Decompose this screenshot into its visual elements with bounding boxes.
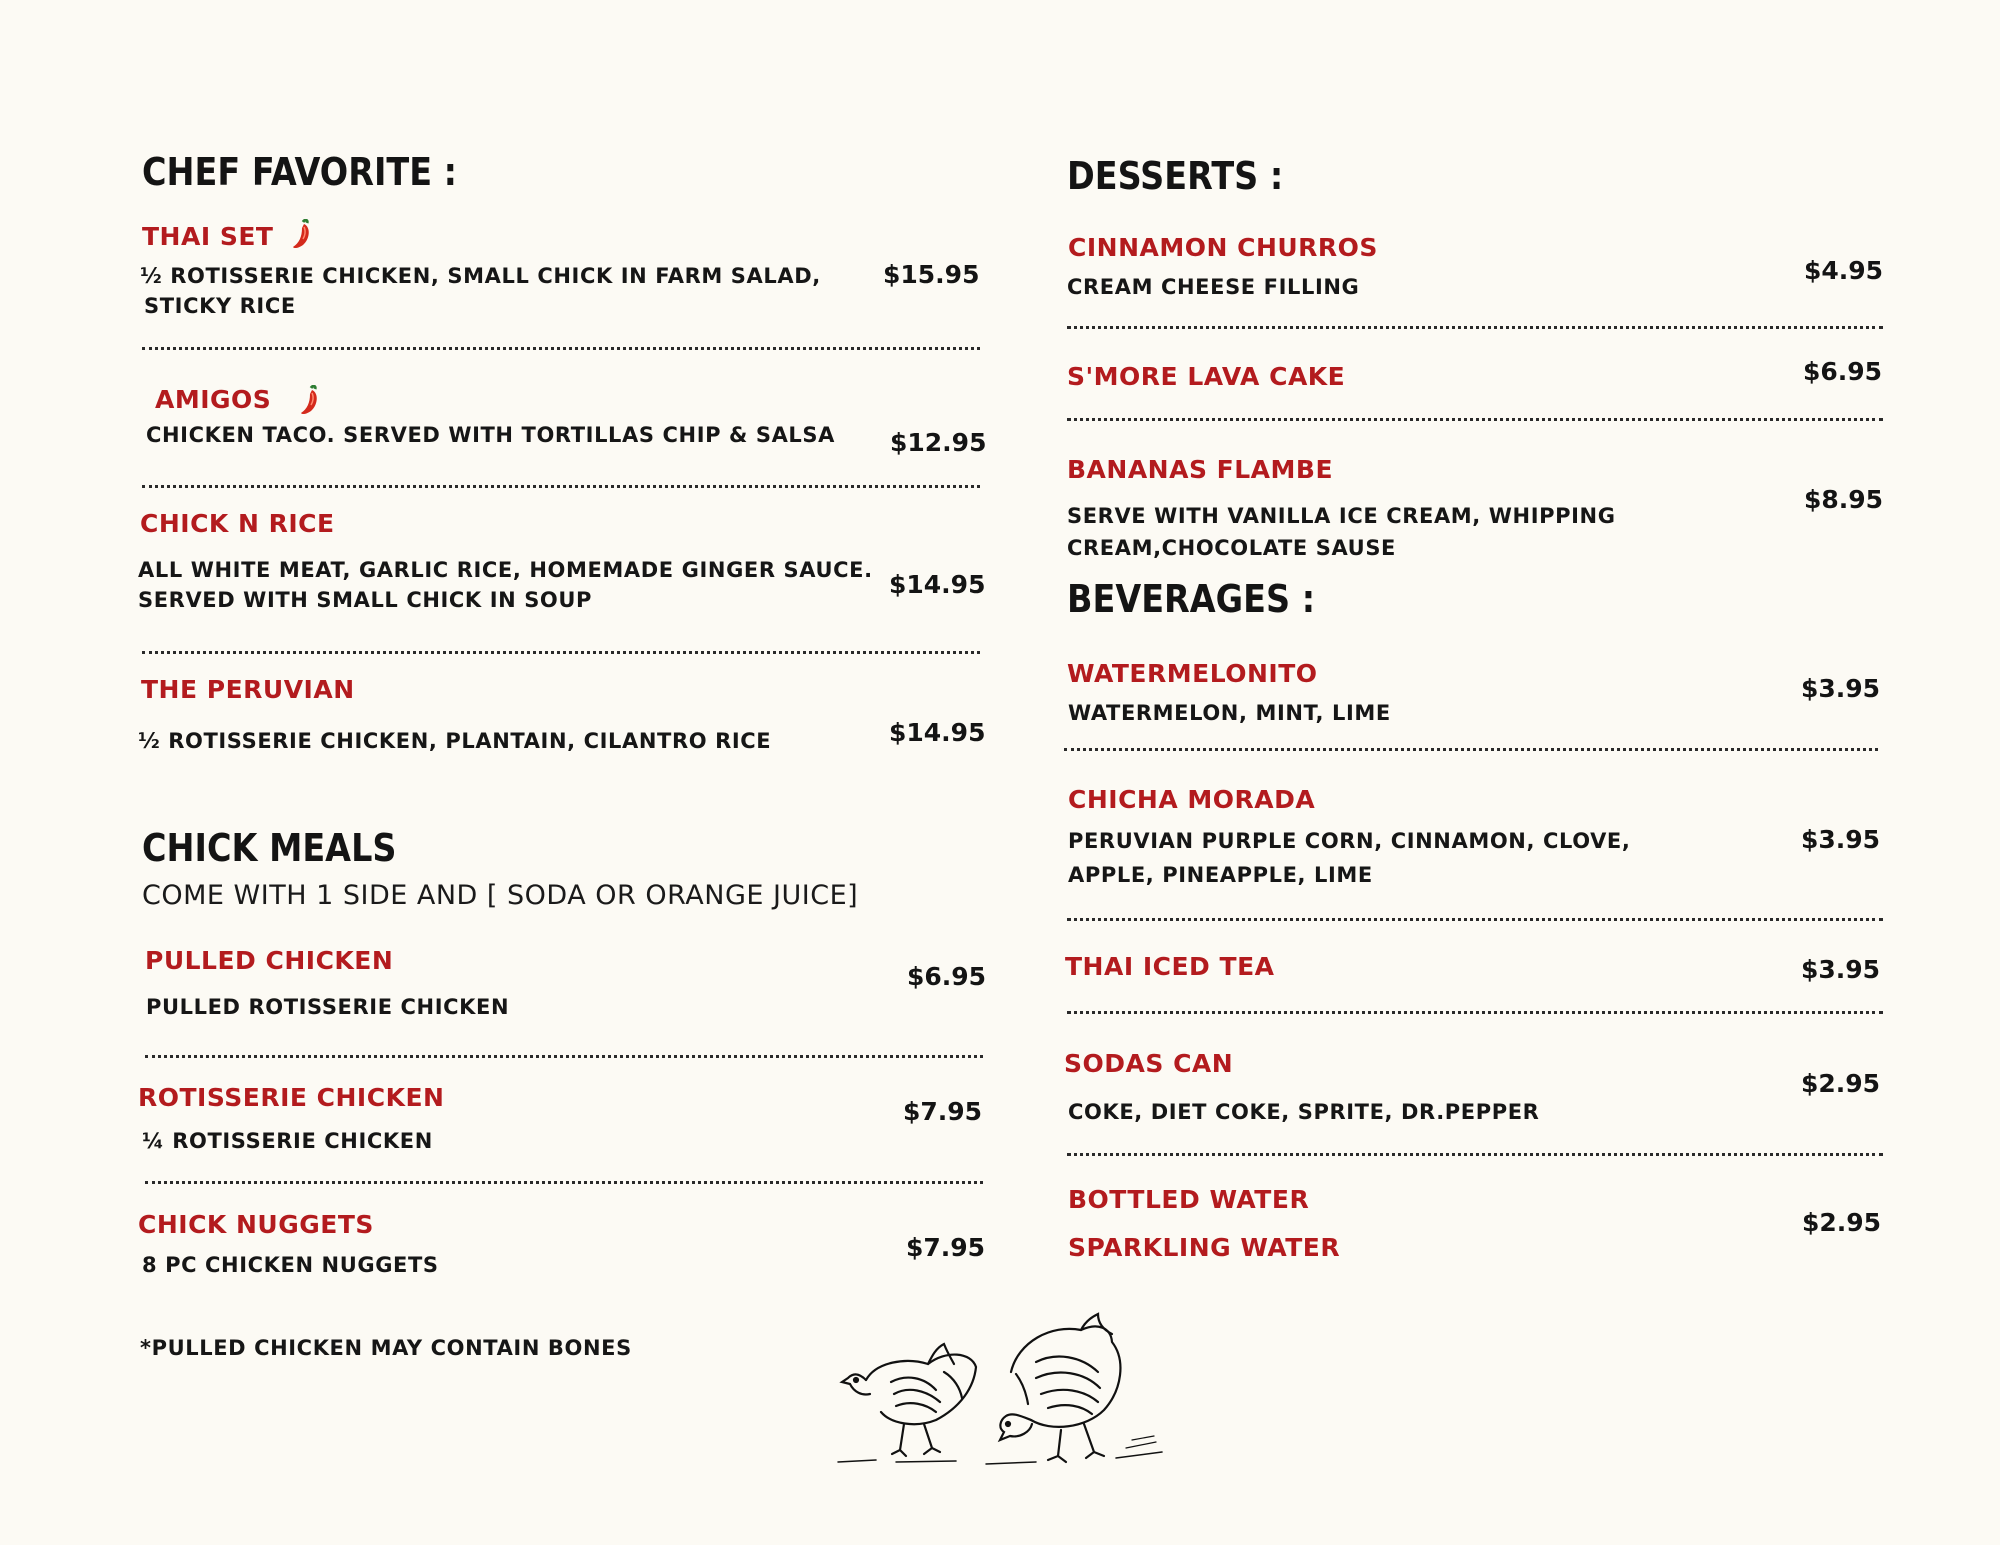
item-description: CHICKEN TACO. SERVED WITH TORTILLAS CHIP & SALSA [146,423,835,447]
item-description: SERVE WITH VANILLA ICE CREAM, WHIPPING [1067,504,1616,528]
menu-item-name: BOTTLED WATER [1068,1185,1310,1214]
menu-item-name: WATERMELONITO [1067,659,1318,688]
item-description: CREAM,CHOCOLATE SAUSE [1067,536,1396,560]
item-description: COKE, DIET COKE, SPRITE, DR.PEPPER [1068,1100,1540,1124]
dotted-divider [1067,918,1883,921]
menu-item-name [155,385,321,423]
item-description: 8 PC CHICKEN NUGGETS [142,1253,439,1277]
item-description: PERUVIAN PURPLE CORN, CINNAMON, CLOVE, [1068,829,1631,853]
beverages-title: BEVERAGES : [1067,577,1316,621]
chickens-illustration [836,1312,1166,1476]
menu-item-name: SPARKLING WATER [1068,1233,1341,1262]
item-price: $6.95 [907,962,987,991]
menu-item-name: CHICK N RICE [140,509,335,538]
item-price: $14.95 [889,570,986,599]
dotted-divider [145,1055,983,1058]
dotted-divider [142,651,980,654]
item-price: $15.95 [883,260,980,289]
item-description: SERVED WITH SMALL CHICK IN SOUP [138,588,593,612]
menu-item-name [142,219,313,257]
chick-meals-title: CHICK MEALS [142,826,397,870]
item-description: ¼ ROTISSERIE CHICKEN [142,1129,433,1153]
item-price: $7.95 [903,1097,983,1126]
item-description: APPLE, PINEAPPLE, LIME [1068,863,1373,887]
menu-item-name: S'MORE LAVA CAKE [1067,362,1346,391]
menu-item-name: PULLED CHICKEN [145,946,394,975]
menu-item-name: CINNAMON CHURROS [1068,233,1378,262]
item-price: $8.95 [1804,485,1884,514]
menu-item-name: THAI ICED TEA [1065,952,1275,981]
item-description: ½ ROTISSERIE CHICKEN, SMALL CHICK IN FARM SALAD, [140,264,821,288]
desserts-title: DESSERTS : [1067,154,1284,198]
chef-favorite-title: CHEF FAVORITE : [142,150,458,194]
item-price: $12.95 [890,428,987,457]
item-price: $3.95 [1801,674,1881,703]
menu-item-name: SODAS CAN [1064,1049,1234,1078]
item-description: WATERMELON, MINT, LIME [1068,701,1391,725]
menu-item-name: BANANAS FLAMBE [1067,455,1334,484]
item-description: ½ ROTISSERIE CHICKEN, PLANTAIN, CILANTRO RICE [138,729,772,753]
item-price: $3.95 [1801,955,1881,984]
chick-meals-subtitle: COME WITH 1 SIDE AND [ SODA OR ORANGE JUICE] [142,880,859,911]
item-name-text: AMIGOS [155,385,272,414]
item-description: CREAM CHEESE FILLING [1067,275,1360,299]
item-price: $7.95 [906,1233,986,1262]
dotted-divider [1067,1153,1883,1156]
dotted-divider [1067,326,1883,329]
item-price: $14.95 [889,718,986,747]
dotted-divider [1067,1011,1883,1014]
item-price: $2.95 [1801,1069,1881,1098]
item-price: $3.95 [1801,825,1881,854]
menu-item-name: CHICHA MORADA [1068,785,1316,814]
menu-item-name: CHICK NUGGETS [138,1210,374,1239]
footnote: *PULLED CHICKEN MAY CONTAIN BONES [140,1336,632,1360]
dotted-divider [142,485,980,488]
dotted-divider [1067,418,1883,421]
chili-pepper-icon [291,219,313,257]
item-description: ALL WHITE MEAT, GARLIC RICE, HOMEMADE GINGER SAUCE. [138,558,873,582]
menu-item-name: THE PERUVIAN [141,675,355,704]
menu-item-name: ROTISSERIE CHICKEN [138,1083,445,1112]
chili-pepper-icon [299,385,321,423]
item-description: STICKY RICE [144,294,296,318]
dotted-divider [145,1181,983,1184]
item-price: $4.95 [1804,256,1884,285]
item-price: $6.95 [1803,357,1883,386]
dotted-divider [1064,748,1878,751]
item-name-text: THAI SET [142,222,274,251]
item-price: $2.95 [1802,1208,1882,1237]
dotted-divider [142,347,980,350]
item-description: PULLED ROTISSERIE CHICKEN [146,995,510,1019]
